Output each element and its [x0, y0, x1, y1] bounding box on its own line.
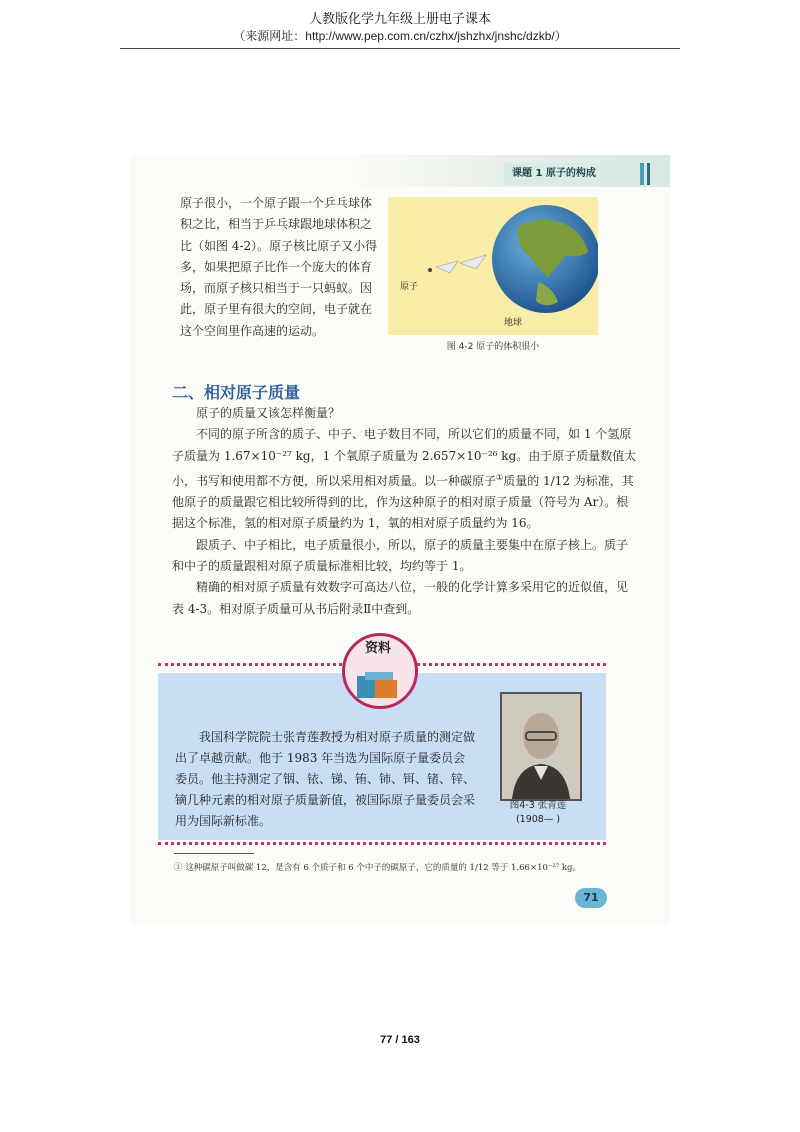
- info-badge-label: 资料: [364, 641, 391, 656]
- info-paragraph: 我国科学院院士张青莲教授为相对原子质量的测定做出了卓越贡献。他于 1983 年当选为国际原子量委员会委员。他主持测定了铟、铱、锑、铕、铈、铒、锗、锌、镝几种元素的相对原子质量新值，被国际原子量委员会采用为国际新标准。: [175, 730, 476, 828]
- portrait-illustration: [502, 694, 580, 799]
- atom-dot: [428, 268, 432, 272]
- document-source: （来源网址：http://www.pep.com.cn/czhx/jshzhx/jnshc/dzkb/）: [233, 29, 567, 43]
- document-title: 人教版化学九年级上册电子课本: [308, 12, 491, 27]
- earth-illustration: [388, 197, 598, 335]
- page-number-badge: 71: [575, 888, 607, 908]
- portrait-photo: [500, 692, 582, 801]
- figure-atom-size: [388, 197, 598, 335]
- footnote: ① 这种碳原子叫做碳 12，是含有 6 个质子和 6 个中子的碳原子，它的质量的 1/12 等于 1.66×10⁻²⁷ kg。: [174, 863, 581, 873]
- paragraph: 跟质子、中子相比，电子质量很小，所以，原子的质量主要集中在原子核上。质子和中子的质量跟相对原子质量标准相比较，均约等于 1。: [172, 537, 629, 574]
- info-box-bottom-border: [158, 842, 606, 849]
- chapter-tab-label: 课题 1 原子的构成: [512, 168, 596, 179]
- page-counter: 77 / 163: [380, 1034, 420, 1046]
- header-divider: [120, 48, 680, 49]
- label-atom: 原子: [400, 282, 419, 292]
- figure-caption: 图 4-2 原子的体积很小: [446, 342, 540, 352]
- arrow-shape: [436, 261, 458, 273]
- paragraph: 不同的原子所含的质子、中子、电子数目不同，所以它们的质量不同，如 1 个氢原子质量为 1.67×10⁻²⁷ kg，1 个氧原子质量为 2.657×10⁻²⁶ kg。由于原子质量数值太小，书写和使用都不方便，所以采用相对质量。以一种碳原子①质量的 1/12 为标准，其他原子的质量跟它相比较所得到的比，作为这种原子的相对原子质量（符号为 Ar）。根据这个标准，氢的相对原子质量约为 1，氧的相对原子质量约为 16。: [172, 427, 637, 531]
- paragraph: 原子的质量又该怎样衡量？: [196, 406, 341, 420]
- main-body: [172, 403, 637, 620]
- label-earth: 地球: [504, 318, 523, 328]
- intro-paragraph: 原子很小，一个原子跟一个乒乓球体积之比，相当于乒乓球跟地球体积之比（如图 4-2）。原子核比原子又小得多，如果把原子比作一个庞大的体育场，而原子核只相当于一只蚂蚁。因此，原子里有很大的空间，电子就在这个空间里作高速的运动。: [180, 196, 378, 338]
- textbook-page-scan: [130, 155, 670, 925]
- paragraph: 精确的相对原子质量有效数字可高达八位，一般的化学计算多采用它的近似值，见表 4-3。相对原子质量可从书后附录Ⅱ中查到。: [172, 580, 629, 616]
- chapter-tab: [504, 163, 644, 185]
- footnote-marker: ①: [496, 472, 504, 482]
- section-title: 二、相对原子质量: [172, 383, 301, 402]
- photo-caption: 图4-3 张青莲 (1908— ): [509, 800, 567, 825]
- footnote-divider: [174, 853, 254, 854]
